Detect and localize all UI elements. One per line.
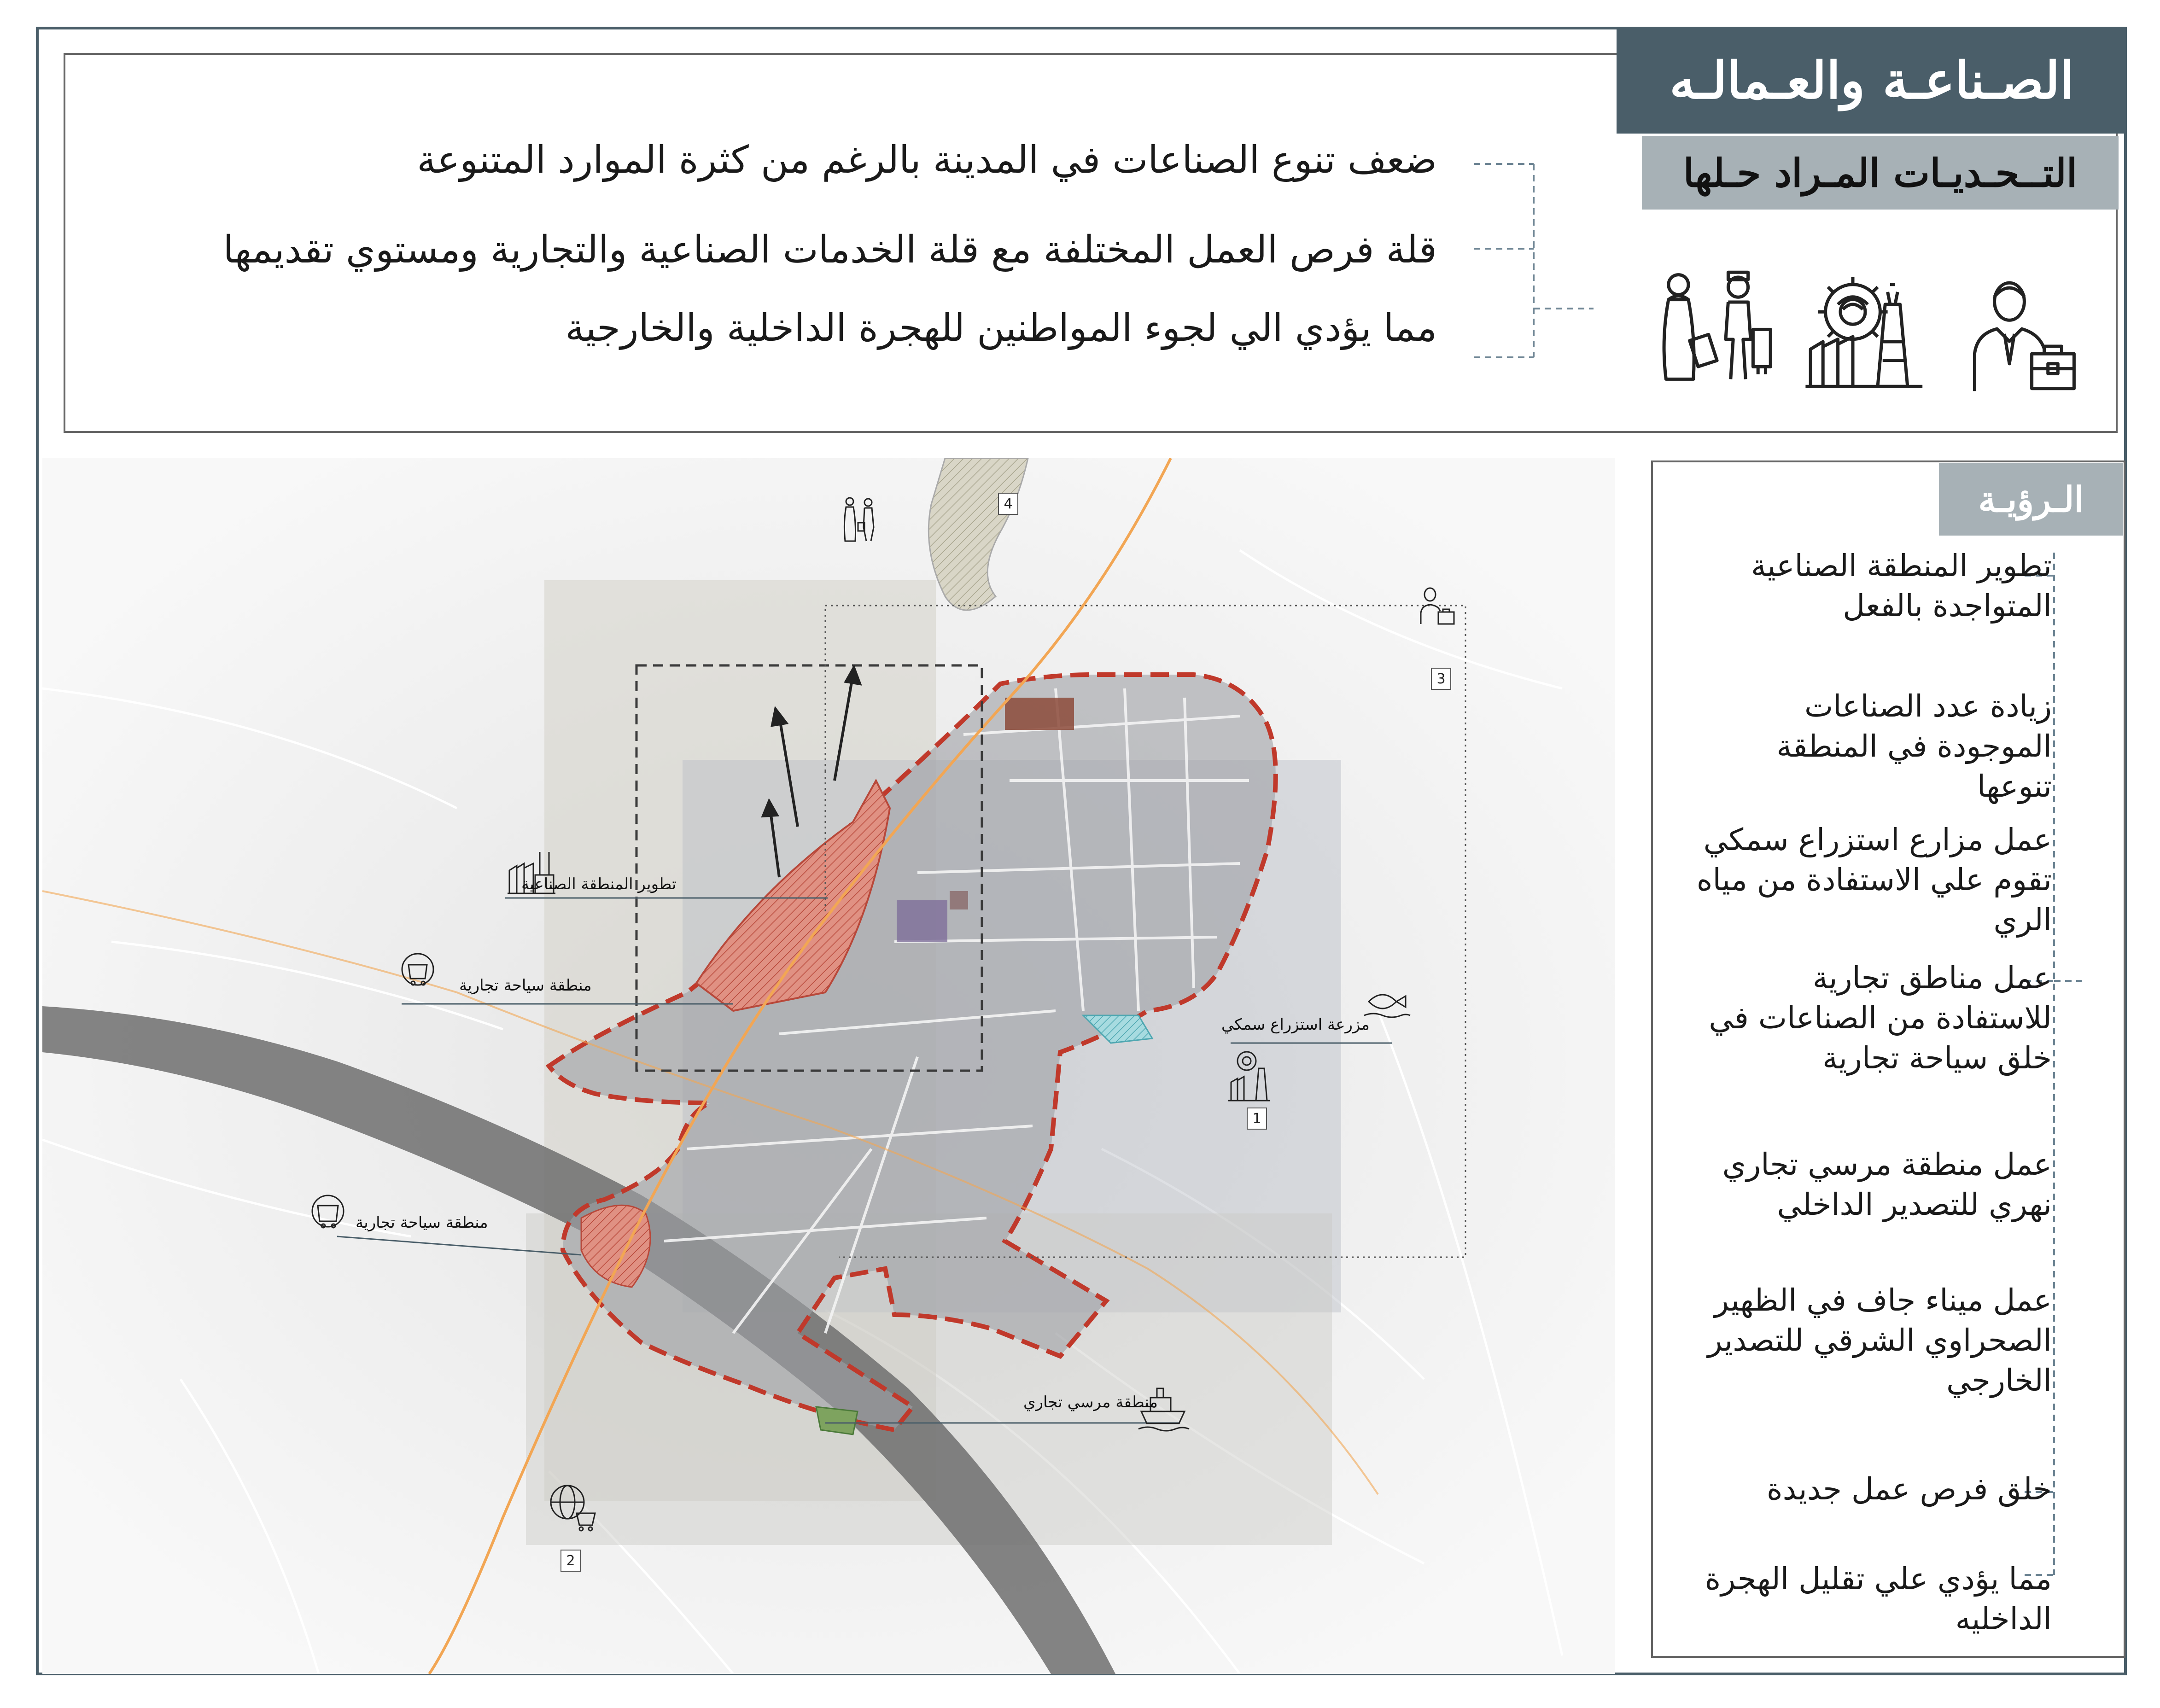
- port-zone: [816, 1407, 858, 1434]
- page-title: الصـناعـة والعـمالـه: [1617, 27, 2127, 134]
- vision-item-3: عمل مزارع استزراع سمكي تقوم علي الاستفادة من مياه الري: [1696, 822, 2052, 938]
- challenges-bracket: [1469, 157, 1598, 364]
- challenge-line-3: مما يؤدي الي لجوء المواطنين للهجرة الداخلية والخارجية: [565, 306, 1437, 350]
- vision-item-6: عمل ميناء جاف في الظهير الصحراوي الشرقي للتصدير الخارجي: [1707, 1282, 2052, 1399]
- zone-marker-3: 3: [1431, 668, 1451, 690]
- zone-marker-1: 1: [1247, 1108, 1267, 1130]
- challenges-heading: التــحـديـات المـراد حـلها: [1642, 136, 2119, 210]
- factory-gear-icon: [1803, 267, 1927, 391]
- map-label-fish-farm: مزرعة استزراع سمكي: [1221, 1015, 1370, 1034]
- zone-marker-2: 2: [560, 1550, 581, 1572]
- vision-item-8: مما يؤدي علي تقليل الهجرة الداخليه: [1705, 1561, 2052, 1637]
- map-label-tourism-north: منطقة سياحة تجارية: [459, 976, 592, 995]
- businessman-briefcase-icon: [1960, 272, 2084, 396]
- challenge-line-1: ضعف تنوع الصناعات في المدينة بالرغم من كثرة الموارد المتنوعة: [417, 138, 1437, 182]
- industrial-parcel: [1005, 698, 1074, 730]
- vision-item-7: خلق فرص عمل جديدة: [1767, 1471, 2052, 1507]
- vision-item-4: عمل مناطق تجارية للاستفادة من الصناعات في خلق سياحة تجارية: [1709, 960, 2052, 1076]
- map-label-industrial: تطوير المنطقة الصناعية: [521, 875, 677, 893]
- map-label-tourism-south: منطقة سياحة تجارية: [356, 1213, 488, 1232]
- vision-item-5: عمل منطقة مرسي تجاري نهري للتصدير الداخلي: [1722, 1147, 2052, 1223]
- migrants-luggage-icon: [1651, 265, 1775, 389]
- map-label-port: منطقة مرسي تجاري: [1023, 1393, 1158, 1411]
- small-parcel: [950, 891, 968, 909]
- purple-parcel: [897, 900, 947, 942]
- map-area: [42, 458, 1615, 1674]
- vision-item-2: زيادة عدد الصناعات الموجودة في المنطقة تنوعها: [1776, 688, 2052, 804]
- city-map: [42, 458, 1615, 1674]
- zone-marker-4: 4: [998, 493, 1018, 515]
- vision-heading: الـرؤيـة: [1939, 463, 2123, 536]
- challenge-line-2: قلة فرص العمل المختلفة مع قلة الخدمات الصناعية والتجارية ومستوي تقديمها: [223, 228, 1437, 272]
- vision-item-1: تطوير المنطقة الصناعية المتواجدة بالفعل: [1751, 548, 2052, 624]
